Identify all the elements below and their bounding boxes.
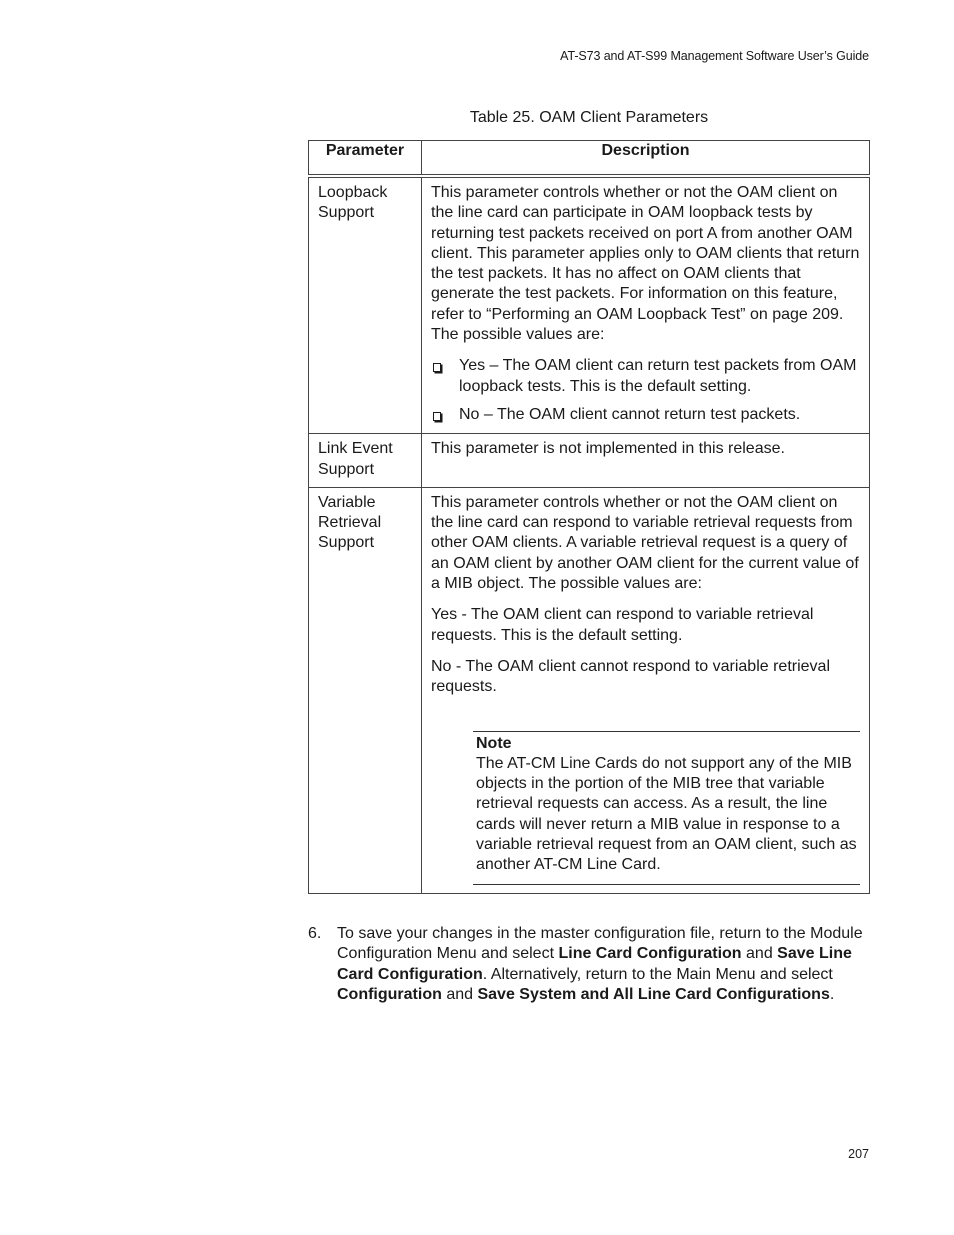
table-header-row <box>309 141 870 177</box>
table-row <box>309 176 870 434</box>
column-header-description: Description <box>422 141 870 177</box>
list-item <box>431 356 860 397</box>
running-header: AT-S73 and AT-S99 Management Software User’s Guide <box>560 49 869 63</box>
note-title: Note <box>476 734 512 752</box>
parameter-cell: Loopback Support <box>309 176 422 434</box>
description-text: This parameter is not implemented in this release. <box>431 440 785 458</box>
note-box <box>473 731 860 885</box>
parameter-cell: Link Event Support <box>309 434 422 488</box>
menu-option-save-line-card-configuration: Save Line Card Configuration <box>337 945 852 983</box>
step-text-part: . <box>829 985 835 1003</box>
parameter-cell: Variable Retrieval Support <box>309 487 422 893</box>
description-text: This parameter controls whether or not the OAM client on the line card can participate in OAM loopback tests by returning test packets received on port A from another OAM client. This parameter applies only to OAM clients that return the test packets. It has no affect on OAM clients that generate the test packets. For information on this feature, refer to “Performing an OAM Loopback Test” on page 209. The possible values are: <box>431 184 860 344</box>
note-text: The AT-CM Line Cards do not support any of the MIB objects in the portion of the MIB tree that variable retrieval requests can access. As a result, the line cards will never return a MIB value in response to a variable retrieval request from an OAM client, such as another AT-CM Line Card. <box>476 754 857 874</box>
list-item-text: Yes – The OAM client can return test packets from OAM loopback tests. This is the default setting. <box>459 357 857 395</box>
value-no-text: No - The OAM client cannot respond to variable retrieval requests. <box>431 657 831 696</box>
menu-option-configuration: Configuration <box>337 985 442 1003</box>
step-text-part: To save your changes in the master configuration file, return to the Module Configuration Menu and select <box>337 925 863 963</box>
value-yes-text: Yes - The OAM client can respond to variable retrieval requests. This is the default setting. <box>431 606 814 644</box>
menu-option-save-system-and-all-line-card-configurations: Save System and All Line Card Configurations <box>477 985 830 1003</box>
step-text-part: and <box>741 945 778 963</box>
list-item-text: No – The OAM client cannot return test packets. <box>459 405 801 423</box>
menu-option-line-card-configuration: Line Card Configuration <box>558 945 742 963</box>
step-text-part: . Alternatively, return to the Main Menu and select <box>482 965 833 983</box>
table-caption: Table 25. OAM Client Parameters <box>469 109 709 126</box>
checkbox-bullet-icon <box>433 412 441 421</box>
step-text <box>337 924 870 1005</box>
column-header-parameter: Parameter <box>309 141 422 177</box>
procedure-step <box>308 924 870 1005</box>
description-cell <box>422 176 870 434</box>
step-text-part: and <box>441 985 478 1003</box>
checkbox-bullet-icon <box>433 363 441 372</box>
list-item <box>431 405 860 425</box>
oam-client-parameters-table <box>308 140 870 894</box>
step-number: 6. <box>308 925 322 942</box>
description-cell <box>422 434 870 488</box>
description-cell <box>422 487 870 893</box>
page-number: 207 <box>848 1147 869 1161</box>
table-row <box>309 487 870 893</box>
description-text: This parameter controls whether or not the OAM client on the line card can respond to variable retrieval requests from other OAM clients. A variable retrieval request is a query of an OAM client by another OAM client for the current value of a MIB object. The possible values are: <box>431 493 859 593</box>
table-row <box>309 434 870 488</box>
